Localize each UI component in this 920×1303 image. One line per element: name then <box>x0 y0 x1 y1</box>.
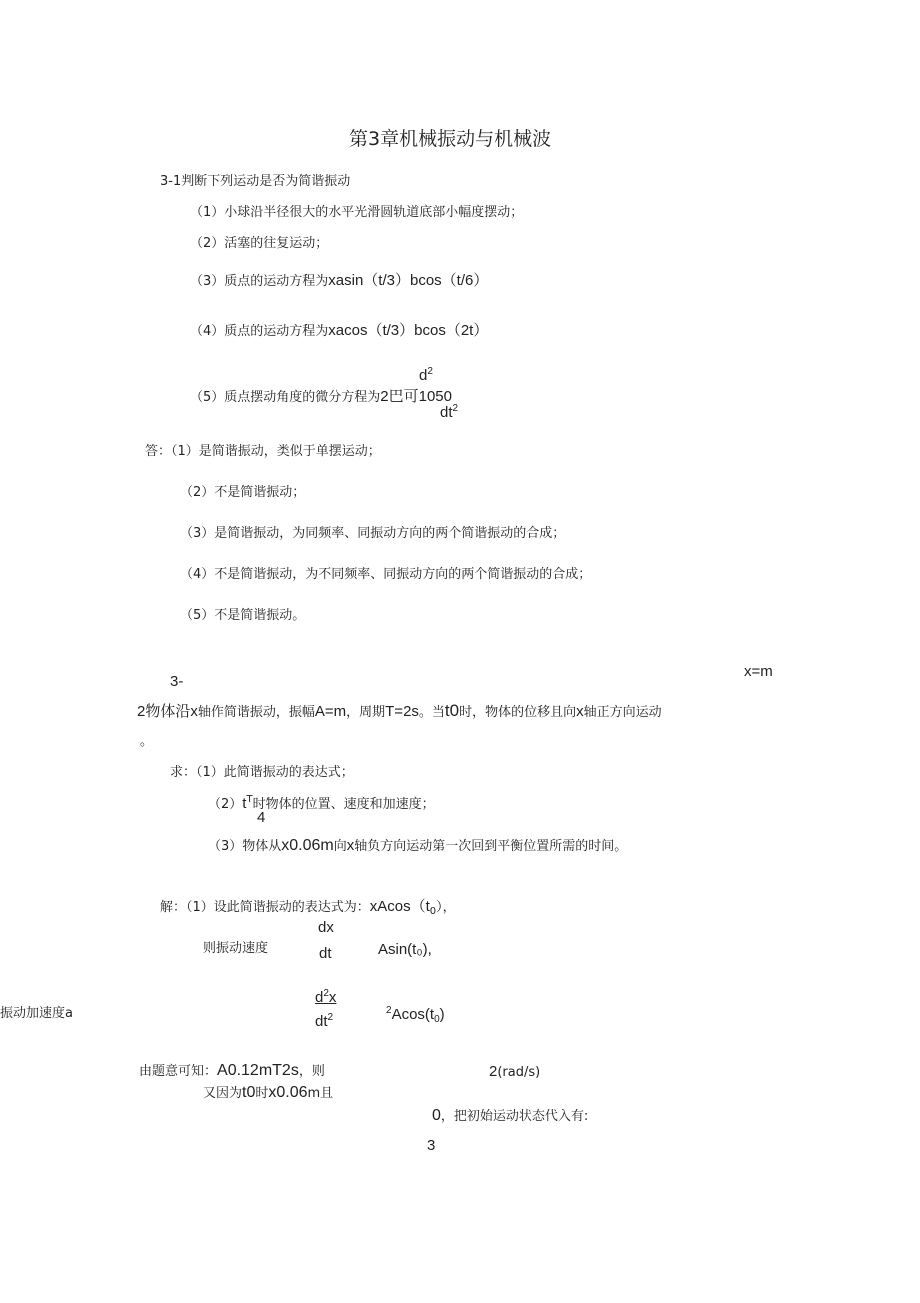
sol-again-pre: 又因为 <box>203 1086 243 1101</box>
q2-s-h: t0 <box>444 701 460 720</box>
q1-item-4 <box>190 323 488 340</box>
sol-zero-post: ，把初始运动状态代入有: <box>440 1109 589 1124</box>
sol-acc-eq <box>386 1007 445 1025</box>
sol-acc-eq-text: Acos(t <box>391 1006 435 1023</box>
q1-item-3 <box>190 273 488 290</box>
q1-eq5-d: d <box>419 367 428 384</box>
sol-vel-label: 则振动速度 <box>203 941 269 956</box>
q2-period: 。 <box>140 734 154 749</box>
q2-ask3-x: x0.06m <box>281 837 334 854</box>
sol-line-1 <box>160 899 456 917</box>
q2-ask2-denominator: 4 <box>257 809 266 826</box>
sol-again-x: x0.06 <box>268 1084 308 1101</box>
q1-item-5 <box>190 389 452 406</box>
q2-ask2-t: t <box>242 795 247 812</box>
sol-acc-dt: dt <box>315 1013 328 1030</box>
sol-known-eq: A0.12mT2s <box>217 1062 299 1079</box>
sol-line1-sub: 0 <box>429 906 437 917</box>
sol-known <box>139 1063 325 1080</box>
q2-s-k: 轴正方向运动 <box>583 705 662 720</box>
sol-acc-denominator <box>315 1014 333 1032</box>
q1-item-2: （2）活塞的往复运动； <box>190 236 329 251</box>
q2-s-i: 时，物体的位移且向 <box>459 705 577 720</box>
q2-right-note: x=m <box>744 663 773 680</box>
answer1-item-3: （3）是简谐振动，为同频率、同振动方向的两个简谐振动的合成； <box>180 526 566 541</box>
q2-statement <box>137 703 662 721</box>
answer1-text-1: （1）是简谐振动，类似于单摆运动； <box>171 444 381 459</box>
sol-omega <box>489 1064 540 1081</box>
q2-s-c: 轴作简谐振动，振幅 <box>197 705 315 720</box>
q1-item-1: （1）小球沿半径很大的水平光滑圆轨道底部小幅度摆动； <box>190 205 524 220</box>
q2-ask3-pre: （3）物体从 <box>208 839 282 854</box>
q1-heading: 3-1判断下列运动是否为简谐振动 <box>160 174 351 189</box>
q1-eq5-denominator <box>440 405 458 423</box>
q2-ask3-x2: x <box>346 837 355 854</box>
q2-ask-1 <box>170 765 354 781</box>
sol-acc-d: d <box>315 989 324 1006</box>
sol-acc-end: ) <box>439 1006 445 1023</box>
q2-ask2-post: 时物体的位置、速度和加速度； <box>252 797 435 812</box>
sol-again-m: m且 <box>307 1086 334 1101</box>
sol-acc-numerator <box>315 990 336 1008</box>
q1-eq5: 2巴可1050 <box>380 388 452 405</box>
q2-s-b: x <box>190 703 198 720</box>
sol-omega-unit: (rad/s) <box>497 1065 541 1080</box>
q1-eq5-dt-sup: 2 <box>452 403 459 414</box>
sol-acc-dt-sup: 2 <box>327 1012 334 1023</box>
q2-s-f: T=2s <box>385 703 419 720</box>
sol-acc-sub: 0 <box>434 1014 440 1025</box>
q2-s-a: 2物体沿 <box>137 703 191 720</box>
q1-eq5-d-sup: 2 <box>427 366 433 377</box>
q1-eq3: xasin（t/3）bcos（t/6） <box>328 272 489 289</box>
sol-line1-pre: 解：（1）设此简谐振动的表达式为： <box>160 900 370 915</box>
q1-item-4-text: （4）质点的运动方程为 <box>190 324 329 339</box>
q2-ask2-pre: （2） <box>208 797 243 812</box>
answer-label: 答： <box>145 444 172 459</box>
sol-again <box>203 1085 333 1102</box>
q2-s-j: x <box>576 703 584 720</box>
sol-again-mid: 时 <box>255 1086 269 1101</box>
sol-acc-d-sup: 2 <box>323 988 329 999</box>
q1-item-5-text: （5）质点摆动角度的微分方程为 <box>190 390 381 405</box>
q2-number: 3- <box>170 673 184 690</box>
q2-ask3-mid: 向 <box>333 839 347 854</box>
sol-three: 3 <box>427 1137 436 1154</box>
q2-ask3-post: 轴负方向运动第一次回到平衡位置所需的时间。 <box>354 839 628 854</box>
sol-vel-denominator: dt <box>319 945 332 962</box>
q2-s-g: 。当 <box>418 705 445 720</box>
q1-eq5-dt: dt <box>440 404 453 421</box>
sol-known-pre: 由题意可知： <box>139 1064 218 1079</box>
sol-zero-value: 0 <box>432 1107 441 1124</box>
sol-acc-label: 振动加速度a <box>0 1006 73 1021</box>
answer1-item-4: （4）不是简谐振动，为不同频率、同振动方向的两个简谐振动的合成； <box>180 567 592 582</box>
sol-again-t: t0 <box>242 1084 256 1101</box>
sol-line1-eq: xAcos（t <box>369 898 430 915</box>
q2-ask-3 <box>208 838 627 855</box>
answer1-item-1 <box>145 444 381 460</box>
q2-ask1-text: （1）此简谐振动的表达式； <box>196 765 354 780</box>
sol-vel-numerator: dx <box>318 919 334 936</box>
q2-s-d: A=m <box>314 703 347 720</box>
sol-acc-omega-sup: 2 <box>386 1005 392 1016</box>
q2-s-e: ，周期 <box>346 705 386 720</box>
sol-known-post: ，则 <box>298 1064 325 1079</box>
answer1-item-2: （2）不是简谐振动； <box>180 485 306 500</box>
q2-ask-2 <box>208 796 435 814</box>
sol-line1-end: ）， <box>436 900 456 915</box>
page-title: 第3章机械振动与机械波 <box>349 128 552 150</box>
sol-omega-value: 2 <box>489 1063 498 1080</box>
sol-vel-eq: Asin(t₀), <box>378 941 432 958</box>
sol-acc-x: x <box>328 989 337 1006</box>
q1-item-3-text: （3）质点的运动方程为 <box>190 274 329 289</box>
q1-eq5-numerator <box>419 368 433 386</box>
q2-ask2-T: T <box>246 794 253 805</box>
q2-ask-label: 求： <box>170 765 197 780</box>
answer1-item-5: （5）不是简谐振动。 <box>180 608 306 623</box>
q1-eq4: xacos（t/3）bcos（2t） <box>328 322 489 339</box>
sol-zero <box>432 1108 588 1125</box>
